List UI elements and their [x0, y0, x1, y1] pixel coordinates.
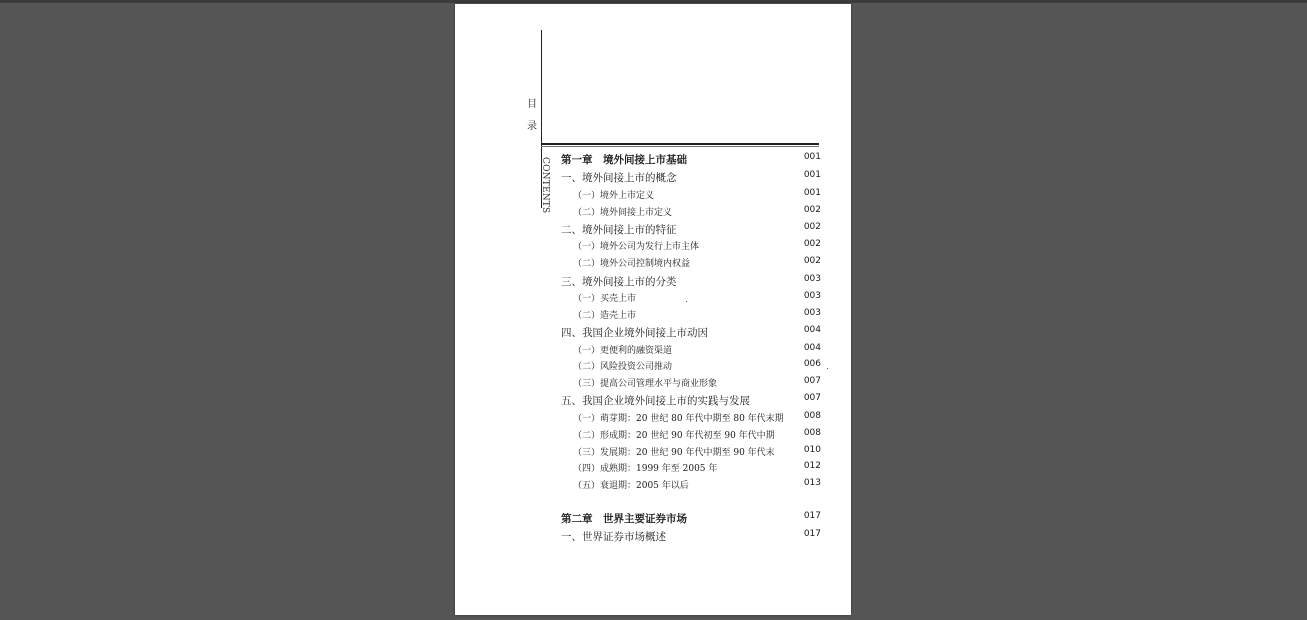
- header-rule: [541, 143, 819, 145]
- toc-entry[interactable]: [573, 461, 821, 475]
- toc-entry-title: （一）买壳上市: [573, 294, 637, 304]
- toc-entry-title: 二、境外间接上市的特征: [561, 224, 677, 236]
- toc-entry-title: （三）提高公司管理水平与商业形象: [573, 379, 718, 389]
- toc-entry-title: （二）境外公司控制境内权益: [573, 259, 691, 269]
- toc-entry[interactable]: [561, 511, 821, 525]
- toc-entry[interactable]: [561, 170, 821, 184]
- toc-entry[interactable]: [561, 529, 821, 543]
- toc-entry[interactable]: [573, 376, 821, 390]
- viewer-top-bar: [0, 0, 1307, 3]
- toc-entry-title: （四）成熟期：1999 年至 2005 年: [573, 464, 718, 474]
- toc-entry-page: 001: [803, 170, 821, 180]
- toc-entry-title: 五、我国企业境外间接上市的实践与发展: [561, 395, 750, 407]
- toc-entry[interactable]: [561, 325, 821, 339]
- toc-entry[interactable]: [561, 222, 821, 236]
- toc-entry-page: 003: [803, 308, 821, 318]
- toc-entry-title: 第二章 世界主要证券市场: [561, 513, 687, 525]
- toc-entry[interactable]: [573, 256, 821, 270]
- toc-entry-page: 010: [803, 445, 821, 455]
- toc-entry[interactable]: [573, 205, 821, 219]
- toc-entry-page: 002: [803, 239, 821, 249]
- toc-entry-title: （三）发展期：20 世纪 90 年代中期至 90 年代末: [573, 448, 775, 458]
- toc-entry[interactable]: [573, 188, 821, 202]
- toc-entry-title: （二）造壳上市: [573, 311, 637, 321]
- toc-entry-page: 002: [803, 256, 821, 266]
- toc-entry-title: 第一章 境外间接上市基础: [561, 154, 687, 166]
- toc-entry-page: 013: [803, 478, 821, 488]
- header-rule-thin: [541, 146, 819, 147]
- toc-entry[interactable]: [573, 343, 821, 357]
- side-label-lu: 录: [527, 121, 537, 132]
- toc-entry-title: （一）更便利的融资渠道: [573, 346, 673, 356]
- toc-entry-title: 三、境外间接上市的分类: [561, 276, 677, 288]
- toc-entry[interactable]: [561, 152, 821, 166]
- side-label-mu: 目: [527, 99, 537, 110]
- toc-entry-title: （一）境外上市定义: [573, 191, 655, 201]
- toc-entry-title: （一）萌芽期：20 世纪 80 年代中期至 80 年代末期: [573, 414, 784, 424]
- toc-entry-title: （二）境外间接上市定义: [573, 208, 673, 218]
- toc-entry-title: （二）风险投资公司推动: [573, 362, 673, 372]
- toc-entry-title: （二）形成期：20 世纪 90 年代初至 90 年代中期: [573, 431, 775, 441]
- toc-entry[interactable]: [573, 411, 821, 425]
- toc-entry[interactable]: [573, 239, 821, 253]
- toc-entry-page: 017: [803, 529, 821, 539]
- toc-entry[interactable]: [573, 428, 821, 442]
- toc-entry[interactable]: [573, 478, 821, 492]
- toc-entry-page: 007: [803, 393, 821, 403]
- toc-entry-page: 004: [803, 325, 821, 335]
- toc-entry-page: 007: [803, 376, 821, 386]
- toc-entry-page: 012: [803, 461, 821, 471]
- scan-speck: [686, 301, 687, 302]
- toc-entry-page: 001: [803, 152, 821, 162]
- toc-entry[interactable]: [561, 274, 821, 288]
- side-label-contents: CONTENTS: [540, 157, 550, 214]
- toc-entry-page: 001: [803, 188, 821, 198]
- toc-entry-title: （五）衰退期：2005 年以后: [573, 481, 689, 491]
- toc-entry-title: 一、境外间接上市的概念: [561, 172, 677, 184]
- toc-entry-title: 四、我国企业境外间接上市动因: [561, 327, 708, 339]
- toc-entry-page: 006: [803, 359, 821, 369]
- scan-speck: [827, 368, 828, 369]
- toc-entry[interactable]: [573, 308, 821, 322]
- toc-entry-title: （一）境外公司为发行上市主体: [573, 242, 700, 252]
- toc-entry-page: 002: [803, 205, 821, 215]
- document-page: [455, 4, 851, 615]
- toc-entry-title: 一、世界证券市场概述: [561, 531, 666, 543]
- toc-entry[interactable]: [573, 445, 821, 459]
- toc-entry-page: 003: [803, 291, 821, 301]
- toc-entry-page: 017: [803, 511, 821, 521]
- toc-entry-page: 002: [803, 222, 821, 232]
- toc-entry-page: 008: [803, 428, 821, 438]
- toc-entry-page: 004: [803, 343, 821, 353]
- toc-entry-page: 008: [803, 411, 821, 421]
- toc-entry[interactable]: [573, 359, 821, 373]
- toc-entry[interactable]: [573, 291, 821, 305]
- toc-entry[interactable]: [561, 393, 821, 407]
- toc-entry-page: 003: [803, 274, 821, 284]
